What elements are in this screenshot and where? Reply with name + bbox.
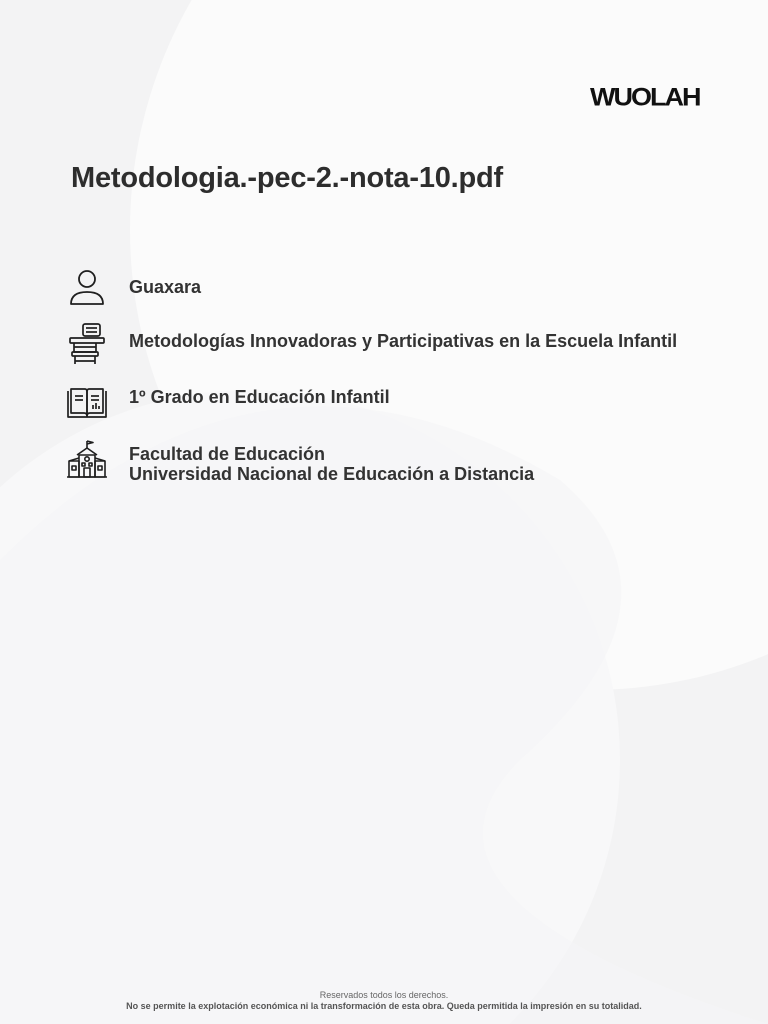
user-icon xyxy=(64,268,110,308)
wuolah-logo: WUOLAH xyxy=(590,83,700,111)
faculty-row xyxy=(64,440,534,484)
subject-row xyxy=(64,324,677,364)
institution-block xyxy=(129,444,534,484)
school-desk-icon xyxy=(64,324,110,364)
degree-name: 1º Grado en Educación Infantil xyxy=(129,387,390,407)
author-row xyxy=(64,268,201,308)
footer-notice: No se permite la explotación económica ni la transformación de esta obra. Queda permitida la impresión en su totalidad. xyxy=(126,1001,642,1011)
degree-row xyxy=(64,383,390,423)
document-title: Metodologia.-pec-2.-nota-10.pdf xyxy=(71,162,504,194)
subject-name: Metodologías Innovadoras y Participativas en la Escuela Infantil xyxy=(129,331,678,351)
author-name: Guaxara xyxy=(129,277,202,297)
faculty-name: Facultad de Educación xyxy=(129,444,326,464)
open-book-icon xyxy=(64,383,110,423)
footer-rights: Reservados todos los derechos. xyxy=(319,990,449,1000)
school-building-icon xyxy=(64,440,110,480)
copyright-footer xyxy=(0,990,768,1012)
university-name: Universidad Nacional de Educación a Distancia xyxy=(129,464,535,484)
